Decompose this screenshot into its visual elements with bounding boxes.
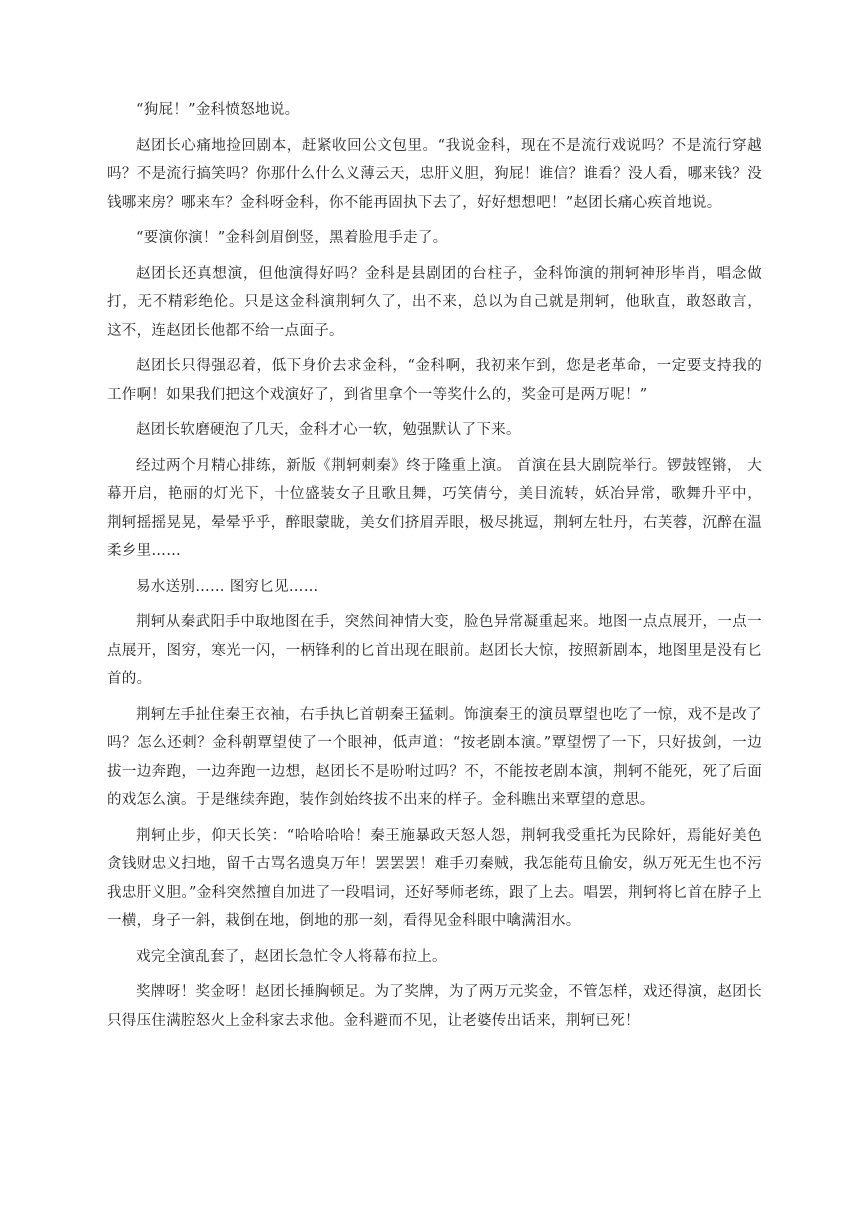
paragraph: 赵团长还真想演，但他演得好吗？金科是县剧团的台柱子，金科饰演的荆轲神形毕肖，唱念做打，无不精彩绝伦。只是这金科演荆轲久了，出不来，总以为自己就是荆轲，他耿直，敢怒敢言， 这不，连赵团长他都不给一点面子。 — [107, 265, 762, 339]
paragraph: 易水送别…… 图穷匕见…… — [136, 578, 319, 595]
paragraph: 荆轲止步，仰天长笑：“哈哈哈哈！秦王施暴政天怒人怨，荆轲我受重托为民除奸，焉能好美色贪钱财忠义扫地，留千古骂名遗臭万年！罢罢罢！难手刃秦贼，我怎能苟且偷安，纵万死无生也不污我忠肝义胆。”金科突然擅自加进了一段唱词，还好琴师老练，跟了上去。唱罢，荆轲将匕首在脖子上一横，身子一斜，栽倒在地，倒地的那一刻，看得见金科眼中噙满泪水。 — [107, 827, 762, 929]
paragraph: “要演你演！”金科剑眉倒竖，黑着脸甩手走了。 — [136, 230, 448, 246]
paragraph: 经过两个月精心排练，新版《荆轲刺秦》终于隆重上演。 首演在县大剧院举行。锣鼓铿锵， 大幕开启，艳丽的灯光下，十位盛装女子且歌且舞，巧笑倩兮，美目流转，妖冶异常，歌舞升平中， 荆轲摇摇晃晃，晕晕乎乎，醉眼蒙眬，美女们挤眉弄眼，极尽挑逗，荆轲左牡丹，右芙蓉，沉醉在温柔乡里…… — [107, 457, 762, 559]
paragraph: 赵团长只得强忍着，低下身价去求金科，“金科啊，我初来乍到，您是老革命，一定要支持我的工作啊！如果我们把这个戏演好了，到省里拿个一等奖什么的，奖金可是两万呢！” — [107, 358, 762, 403]
paragraph: 赵团长心痛地捡回剧本，赶紧收回公文包里。“我说金科，现在不是流行戏说吗？不是流行穿越吗？不是流行搞笑吗？你那什么什么义薄云天，忠肝义胆，狗屁！谁信？谁看？没人看，哪来钱？没钱哪来房？哪来车？金科呀金科，你不能再固执下去了，好好想想吧！”赵团长痛心疾首地说。 — [107, 137, 762, 211]
story-text — [107, 96, 762, 1042]
paragraph: 荆轲从秦武阳手中取地图在手，突然间神情大变，脸色异常凝重起来。地图一点点展开，一点一点展开，图穷，寒光一闪，一柄锋利的匕首出现在眼前。赵团长大惊，按照新剧本，地图里是没有匕首的。 — [107, 614, 762, 687]
paragraph: 戏完全演乱套了，赵团长急忙令人将幕布拉上。 — [136, 948, 447, 965]
paragraph: “狗屁！”金科愤怒地说。 — [136, 102, 300, 118]
paragraph: 荆轲左手扯住秦王衣袖，右手执匕首朝秦王猛刺。饰演秦王的演员覃望也吃了一惊，戏不是改了吗？怎么还刺？金科朝覃望使了一个眼神，低声道：“按老剧本演。”覃望愣了一下，只好拔剑，一边拔一边奔跑，一边奔跑一边想，赵团长不是吩咐过吗？不，不能按老剧本演，荆轲不能死，死了后面的戏怎么演。于是继续奔跑，装作剑始终拔不出来的样子。金科瞧出来覃望的意思。 — [107, 706, 762, 808]
paragraph: 奖牌呀！奖金呀！赵团长捶胸顿足。为了奖牌，为了两万元奖金，不管怎样，戏还得演，赵团长只得压住满腔怒火上金科家去求他。金科避而不见，让老婆传出话来，荆轲已死！ — [107, 984, 762, 1029]
paragraph: 赵团长软磨硬泡了几天，金科才心一软，勉强默认了下来。 — [136, 422, 521, 438]
